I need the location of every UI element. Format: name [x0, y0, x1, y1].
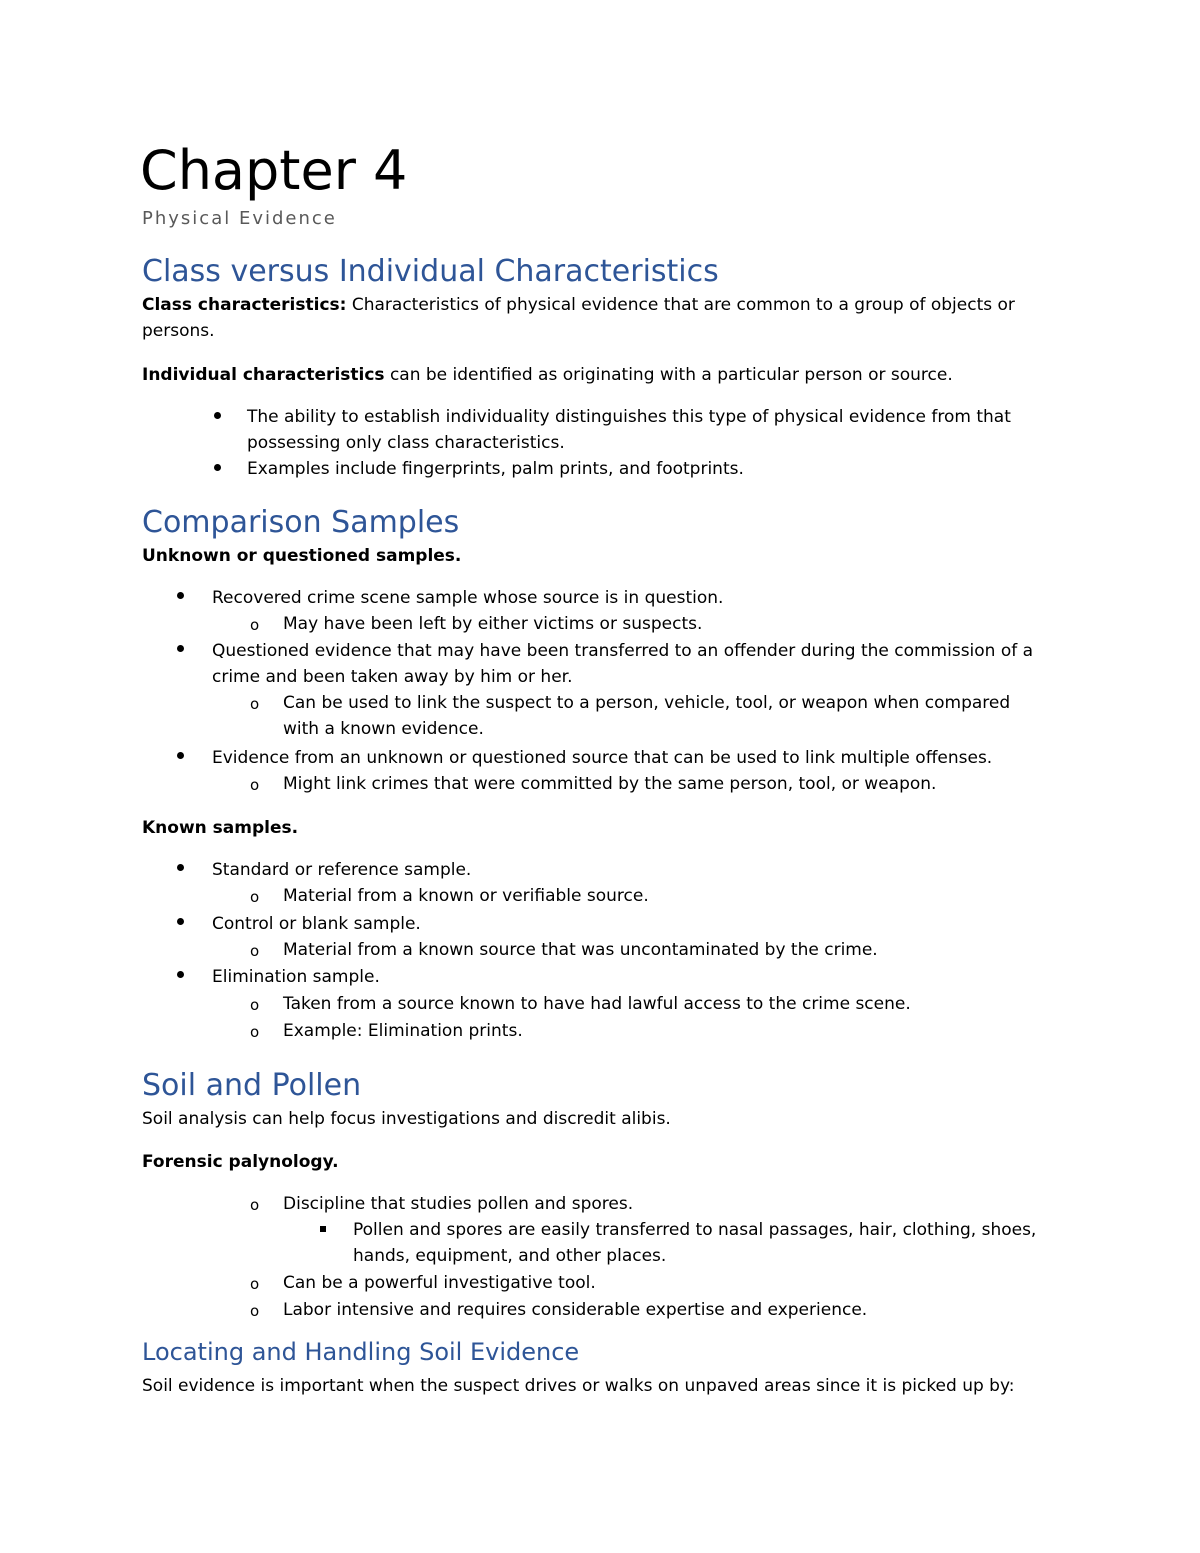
list-item-cont: crime and been taken away by him or her.	[212, 667, 573, 687]
list-item: Control or blank sample.	[212, 914, 421, 934]
circle-bullet-icon: o	[250, 1196, 260, 1214]
bullet-icon	[177, 752, 184, 759]
bullet-icon	[177, 971, 184, 978]
circle-bullet-icon: o	[250, 1275, 260, 1293]
bullet-icon	[177, 864, 184, 871]
list-item: Elimination sample.	[212, 967, 380, 987]
sub-sub-list-item: Pollen and spores are easily transferred to nasal passages, hair, clothing, shoes,	[353, 1220, 1037, 1240]
heading-comparison-samples: Comparison Samples	[142, 505, 460, 540]
circle-bullet-icon: o	[250, 996, 260, 1014]
sub-sub-list-item-cont: hands, equipment, and other places.	[353, 1246, 667, 1266]
bullet-icon	[177, 645, 184, 652]
circle-bullet-icon: o	[250, 616, 260, 634]
list-item-cont: possessing only class characteristics.	[247, 433, 565, 453]
circle-bullet-icon: o	[250, 776, 260, 794]
label-forensic-palynology: Forensic palynology.	[142, 1152, 339, 1172]
list-item: Examples include fingerprints, palm prints, and footprints.	[247, 459, 744, 479]
sub-list-item: Material from a known source that was uncontaminated by the crime.	[283, 940, 878, 960]
circle-bullet-icon: o	[250, 942, 260, 960]
label-known-samples: Known samples.	[142, 818, 299, 838]
bullet-icon	[214, 464, 221, 471]
paragraph-soil-evidence: Soil evidence is important when the suspect drives or walks on unpaved areas since it is picked up by:	[142, 1376, 1015, 1396]
heading-soil-and-pollen: Soil and Pollen	[142, 1068, 362, 1103]
sub-list-item: Might link crimes that were committed by the same person, tool, or weapon.	[283, 774, 937, 794]
heading-locating-soil-evidence: Locating and Handling Soil Evidence	[142, 1338, 580, 1366]
list-item: Questioned evidence that may have been transferred to an offender during the commission of a	[212, 641, 1034, 661]
page-title: Chapter 4	[140, 139, 408, 202]
term-class-characteristics: Class characteristics:	[142, 295, 347, 315]
circle-bullet-icon: o	[250, 1023, 260, 1041]
paragraph-soil-analysis: Soil analysis can help focus investigations and discredit alibis.	[142, 1109, 671, 1129]
sub-list-item: Material from a known or verifiable source.	[283, 886, 649, 906]
list-item: Standard or reference sample.	[212, 860, 472, 880]
sub-list-item: Can be a powerful investigative tool.	[283, 1273, 596, 1293]
heading-class-vs-individual: Class versus Individual Characteristics	[142, 254, 719, 289]
circle-bullet-icon: o	[250, 695, 260, 713]
sub-list-item: Labor intensive and requires considerable expertise and experience.	[283, 1300, 868, 1320]
list-item: Evidence from an unknown or questioned source that can be used to link multiple offenses.	[212, 748, 993, 768]
list-item: The ability to establish individuality distinguishes this type of physical evidence from that	[247, 407, 1011, 427]
square-bullet-icon	[320, 1226, 326, 1232]
page-subtitle: Physical Evidence	[142, 208, 337, 229]
circle-bullet-icon: o	[250, 888, 260, 906]
list-item: Recovered crime scene sample whose source is in question.	[212, 588, 724, 608]
bullet-icon	[214, 412, 221, 419]
circle-bullet-icon: o	[250, 1302, 260, 1320]
bullet-icon	[177, 592, 184, 599]
sub-list-item: Example: Elimination prints.	[283, 1021, 523, 1041]
sub-list-item: Can be used to link the suspect to a person, vehicle, tool, or weapon when compared	[283, 693, 1011, 713]
paragraph-class-characteristics: Class characteristics: Characteristics of physical evidence that are common to a group of objects or	[142, 295, 1015, 315]
sub-list-item: Discipline that studies pollen and spores.	[283, 1194, 634, 1214]
bullet-icon	[177, 918, 184, 925]
paragraph-class-characteristics-cont: persons.	[142, 321, 215, 341]
sub-list-item: Taken from a source known to have had lawful access to the crime scene.	[283, 994, 911, 1014]
sub-list-item: May have been left by either victims or suspects.	[283, 614, 703, 634]
label-unknown-samples: Unknown or questioned samples.	[142, 546, 462, 566]
term-individual-characteristics: Individual characteristics	[142, 365, 385, 385]
sub-list-item-cont: with a known evidence.	[283, 719, 484, 739]
paragraph-individual-characteristics: Individual characteristics can be identified as originating with a particular person or source.	[142, 365, 953, 385]
